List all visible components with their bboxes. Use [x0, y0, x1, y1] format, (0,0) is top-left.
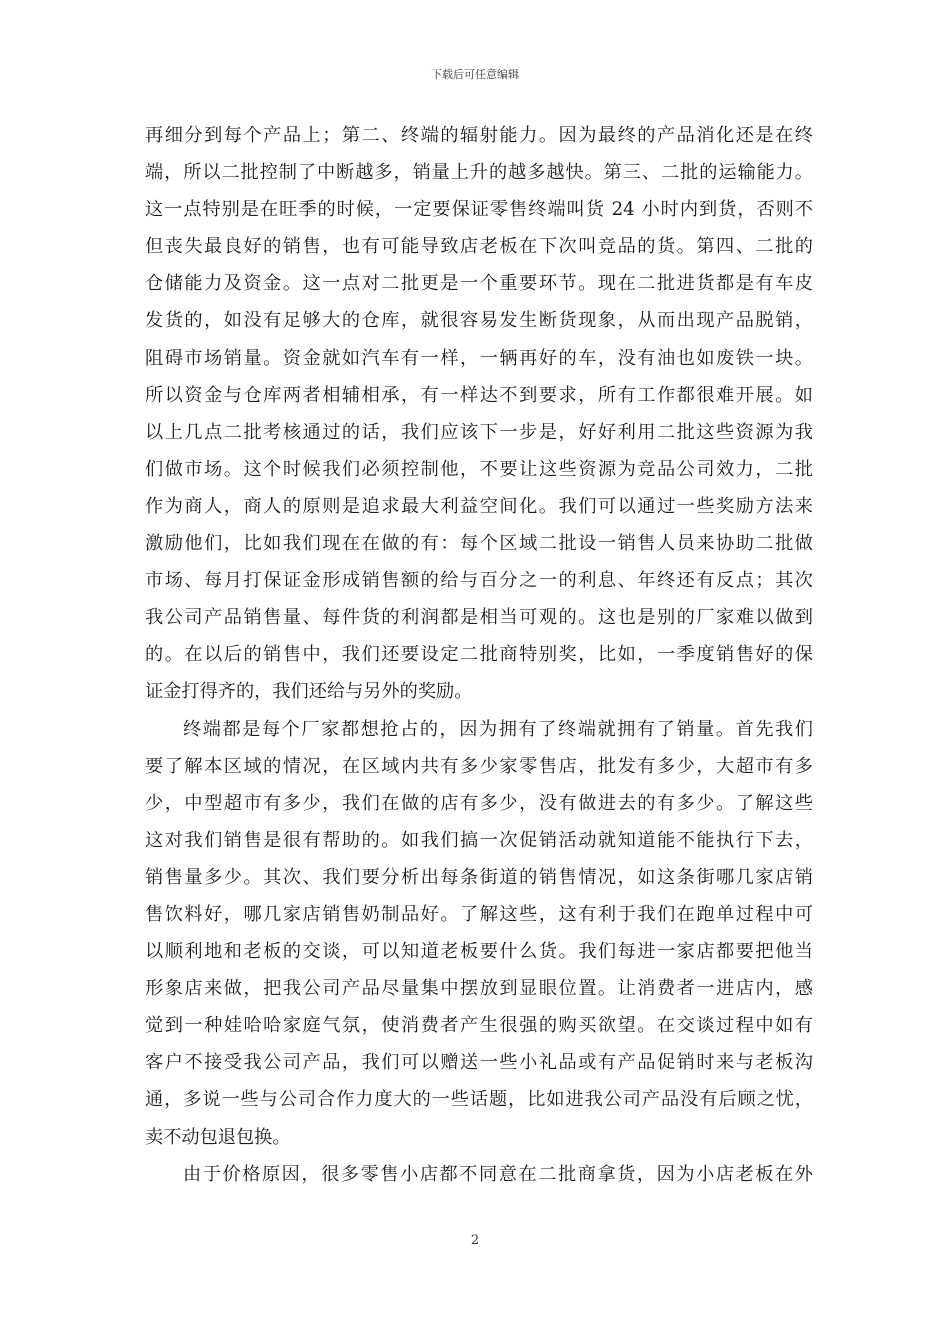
- text-line: 但丧失最良好的销售，也有可能导致店老板在下次叫竞品的货。第四、二批的: [145, 236, 813, 258]
- text-line: 仓储能力及资金。这一点对二批更是一个重要环节。现在二批进货都是有车皮: [145, 273, 813, 295]
- paragraph-2: [145, 711, 813, 1156]
- text-line: 以上几点二批考核通过的话，我们应该下一步是，好好利用二批这些资源为我: [145, 421, 813, 443]
- text-line: 再细分到每个产品上；第二、终端的辐射能力。因为最终的产品消化还是在终: [145, 125, 813, 146]
- text-line: 作为商人，商人的原则是追求最大利益空间化。我们可以通过一些奖励方法来: [145, 495, 813, 517]
- text-line: 要了解本区域的情况，在区域内共有多少家零售店，批发有多少，大超市有多: [145, 755, 813, 777]
- text-line: 觉到一种娃哈哈家庭气氛，使消费者产生很强的购买欲望。在交谈过程中如有: [145, 1015, 813, 1037]
- text-line: 售饮料好，哪几家店销售奶制品好。了解这些，这有利于我们在跑单过程中可: [145, 903, 813, 925]
- text-line: 形象店来做，把我公司产品尽量集中摆放到显眼位置。让消费者一进店内，感: [145, 978, 813, 1000]
- text-line: 所以资金与仓库两者相辅相承，有一样达不到要求，所有工作都很难开展。如: [145, 384, 813, 406]
- text-line: 销售量多少。其次、我们要分析出每条街道的销售情况，如这条街哪几家店销: [145, 866, 813, 888]
- document-body: [145, 117, 813, 1193]
- paragraph-1: [145, 117, 813, 711]
- text-line: 这一点特别是在旺季的时候，一定要保证零售终端叫货 24 小时内到货，否则不: [145, 199, 813, 221]
- text-line: 终端都是每个厂家都想抢占的，因为拥有了终端就拥有了销量。首先我们: [183, 718, 813, 740]
- text-line: 激励他们，比如我们现在在做的有：每个区域二批设一销售人员来协助二批做: [145, 533, 813, 555]
- text-line: 以顺利地和老板的交谈，可以知道老板要什么货。我们每进一家店都要把他当: [145, 941, 813, 963]
- text-line: 我公司产品销售量、每件货的利润都是相当可观的。这也是别的厂家难以做到: [145, 607, 813, 629]
- text-line: 阻碍市场销量。资金就如汽车有一样，一辆再好的车，没有油也如废铁一块。: [145, 347, 813, 369]
- text-line: 这对我们销售是很有帮助的。如我们搞一次促销活动就知道能不能执行下去，: [145, 829, 813, 851]
- page-header: 下载后可任意编辑: [431, 68, 519, 81]
- text-line: 市场、每月打保证金形成销售额的给与百分之一的利息、年终还有反点；其次: [145, 570, 813, 592]
- text-line: 通，多说一些与公司合作力度大的一些话题，比如进我公司产品没有后顾之忧，: [145, 1089, 813, 1111]
- text-line: 证金打得齐的，我们还给与另外的奖励。: [145, 681, 473, 703]
- text-line: 发货的，如没有足够大的仓库，就很容易发生断货现象，从而出现产品脱销，: [145, 310, 813, 332]
- text-line: 们做市场。这个时候我们必须控制他，不要让这些资源为竞品公司效力，二批: [145, 458, 813, 480]
- text-line: 端，所以二批控制了中断越多，销量上升的越多越快。第三、二批的运输能力。: [145, 162, 813, 184]
- paragraph-3: [145, 1156, 813, 1193]
- text-line: 卖不动包退包换。: [145, 1126, 291, 1148]
- page-number: 2: [470, 1233, 480, 1248]
- text-line: 客户不接受我公司产品，我们可以赠送一些小礼品或有产品促销时来与老板沟: [145, 1052, 813, 1074]
- text-line: 由于价格原因，很多零售小店都不同意在二批商拿货，因为小店老板在外: [183, 1163, 813, 1185]
- text-line: 的。在以后的销售中，我们还要设定二批商特别奖，比如，一季度销售好的保: [145, 644, 813, 666]
- text-line: 少，中型超市有多少，我们在做的店有多少，没有做进去的有多少。了解这些: [145, 792, 813, 814]
